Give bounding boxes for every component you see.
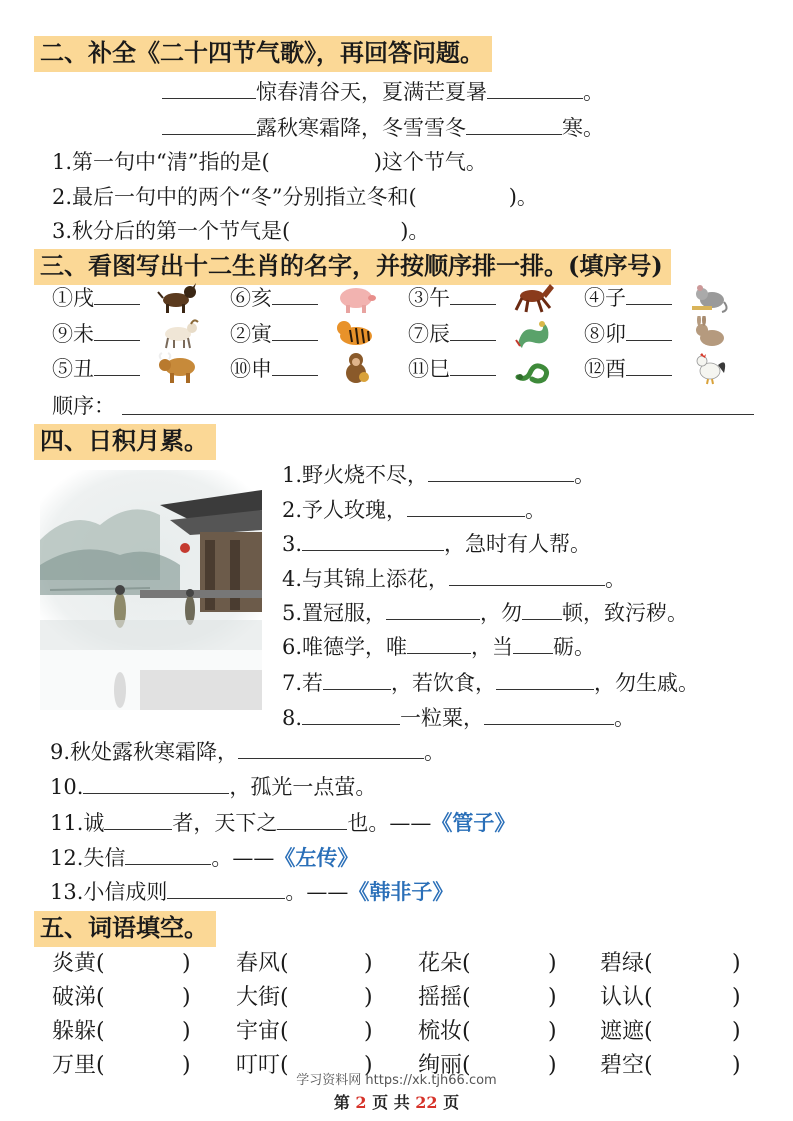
memorize-11: 11.诚 者，天下之 也。——《管子》 (50, 810, 516, 835)
dog-icon (156, 280, 200, 314)
zodiac-item-horse (408, 284, 496, 312)
word-fill-item: 绚丽( (418, 1053, 471, 1078)
word-answer-space[interactable] (108, 1017, 180, 1045)
zodiac-answer-blank[interactable] (94, 286, 140, 305)
zodiac-answer-blank[interactable] (450, 357, 496, 376)
zodiac-answer-blank[interactable] (450, 322, 496, 341)
word-fill-item: 躲躲( (52, 1019, 105, 1044)
blank[interactable] (104, 811, 172, 830)
blank[interactable] (487, 80, 583, 99)
source-zuozhuan: 《左传》 (274, 845, 359, 870)
blank[interactable] (83, 775, 229, 794)
poem-line-1: 惊春清谷天，夏满芒夏暑 。 (162, 78, 604, 106)
zodiac-answer-blank[interactable] (94, 322, 140, 341)
rabbit-icon (688, 316, 732, 350)
horse-icon (512, 280, 556, 314)
ink-painting-image (40, 470, 262, 650)
close-paren: ) (548, 951, 557, 976)
section2-heading: 二、补全《二十四节气歌》，再回答问题。 (34, 36, 492, 72)
close-paren: ) (364, 1019, 373, 1044)
word-answer-space[interactable] (108, 983, 180, 1011)
zodiac-item-tiger (230, 320, 318, 348)
word-fill-item: 遮遮( (600, 1019, 653, 1044)
blank[interactable] (162, 80, 256, 99)
zodiac-answer-blank[interactable] (272, 286, 318, 305)
zodiac-item-rat (584, 284, 672, 312)
blank[interactable] (162, 116, 256, 135)
blank[interactable] (496, 671, 594, 690)
question-1: 1.第一句中“清”指的是( )这个节气。 (52, 150, 487, 174)
memorize-8: 8. 一粒粟， 。 (282, 706, 636, 730)
rat-icon (688, 280, 732, 314)
memorize-2: 2.予人玫瑰， 。 (282, 498, 547, 522)
zodiac-item-goat (52, 320, 140, 348)
close-paren: ) (732, 1019, 741, 1044)
word-answer-space[interactable] (474, 949, 546, 977)
zodiac-label: ⑥亥 (230, 286, 272, 310)
word-answer-space[interactable] (292, 1017, 362, 1045)
close-paren: ) (548, 1019, 557, 1044)
monkey-icon (334, 351, 378, 385)
blank[interactable] (407, 635, 471, 654)
word-fill-item: 梳妆( (418, 1019, 471, 1044)
zodiac-label: ②寅 (230, 322, 272, 346)
word-fill-item: 碧绿( (600, 951, 653, 976)
rooster-icon (688, 351, 732, 385)
blank[interactable] (125, 846, 211, 865)
close-paren: ) (182, 1019, 191, 1044)
memorize-10: 10. ，孤光一点萤。 (50, 775, 377, 799)
zodiac-label: ⑦辰 (408, 322, 450, 346)
memorize-1: 1.野火烧不尽， 。 (282, 463, 596, 487)
close-paren: ) (548, 1053, 557, 1078)
blank[interactable] (302, 706, 400, 725)
source-hanfeizi: 《韩非子》 (348, 879, 454, 904)
memorize-7: 7.若 ，若饮食， ，勿生戚。 (282, 671, 700, 695)
word-fill-item: 大街( (236, 985, 289, 1010)
word-fill-item: 花朵( (418, 951, 471, 976)
word-answer-space[interactable] (656, 1017, 730, 1045)
zodiac-answer-blank[interactable] (626, 286, 672, 305)
word-fill-item: 叮叮( (236, 1053, 289, 1078)
zodiac-label: ①戌 (52, 286, 94, 310)
question-3: 3.秋分后的第一个节气是( )。 (52, 219, 430, 243)
blank[interactable] (238, 740, 424, 759)
close-paren: ) (182, 1053, 191, 1078)
dragon-icon (512, 316, 556, 350)
section5-heading: 五、词语填空。 (34, 911, 216, 947)
close-paren: ) (364, 1053, 373, 1078)
zodiac-item-snake (408, 355, 496, 383)
zodiac-item-dog (52, 284, 140, 312)
page-number: 第 2 页 共 22 页 (333, 1093, 460, 1112)
close-paren: ) (364, 985, 373, 1010)
zodiac-label: ⑨未 (52, 322, 94, 346)
memorize-13: 13.小信成则 。——《韩非子》 (50, 879, 454, 904)
blank[interactable] (302, 532, 444, 551)
blank[interactable] (449, 567, 605, 586)
zodiac-answer-blank[interactable] (626, 322, 672, 341)
zodiac-label: ⑧卯 (584, 322, 626, 346)
zodiac-answer-blank[interactable] (94, 357, 140, 376)
question-2: 2.最后一句中的两个“冬”分别指立冬和( )。 (52, 185, 538, 209)
word-fill-item: 摇摇( (418, 985, 471, 1010)
blank[interactable] (466, 116, 562, 135)
section3-heading: 三、看图写出十二生肖的名字，并按顺序排一排。(填序号) (34, 249, 671, 285)
order-answer-line[interactable] (122, 414, 754, 415)
snake-icon (512, 351, 556, 385)
word-fill-item: 炎黄( (52, 951, 105, 976)
zodiac-answer-blank[interactable] (272, 357, 318, 376)
blank[interactable] (407, 498, 525, 517)
site-watermark: 学习资料网 https://xk.tjh66.com (296, 1073, 497, 1088)
source-guanzi: 《管子》 (431, 810, 516, 835)
memorize-9: 9.秋处露秋寒霜降， 。 (50, 740, 446, 764)
zodiac-item-rooster (584, 355, 672, 383)
goat-icon (156, 316, 200, 350)
close-paren: ) (182, 951, 191, 976)
zodiac-answer-blank[interactable] (450, 286, 496, 305)
blank[interactable] (277, 811, 347, 830)
blank[interactable] (428, 463, 574, 482)
word-fill-item: 认认( (600, 985, 653, 1010)
zodiac-item-rabbit (584, 320, 672, 348)
memorize-6: 6.唯德学，唯 ，当 砺。 (282, 635, 596, 659)
section4-heading: 四、日积月累。 (34, 424, 216, 460)
word-fill-item: 破涕( (52, 985, 105, 1010)
memorize-5: 5.置冠服， ，勿 顿，致污秽。 (282, 601, 689, 625)
word-fill-item: 宇宙( (236, 1019, 289, 1044)
blank[interactable] (484, 706, 614, 725)
word-answer-space[interactable] (656, 949, 730, 977)
memorize-12: 12.失信 。——《左传》 (50, 845, 359, 870)
zodiac-item-pig (230, 284, 318, 312)
zodiac-label: ⑫酉 (584, 357, 626, 381)
word-fill-item: 万里( (52, 1053, 105, 1078)
zodiac-label: ③午 (408, 286, 450, 310)
word-answer-space[interactable] (292, 983, 362, 1011)
zodiac-label: ⑪巳 (408, 357, 450, 381)
close-paren: ) (182, 985, 191, 1010)
close-paren: ) (548, 985, 557, 1010)
memorize-3: 3. ，急时有人帮。 (282, 532, 592, 556)
close-paren: ) (732, 951, 741, 976)
blank[interactable] (167, 880, 285, 899)
order-row: 顺序： (52, 394, 115, 418)
word-answer-space[interactable] (108, 949, 180, 977)
zodiac-label: ⑤丑 (52, 357, 94, 381)
zodiac-label: ⑩申 (230, 357, 272, 381)
word-fill-item: 春风( (236, 951, 289, 976)
zodiac-item-dragon (408, 320, 496, 348)
blank[interactable] (386, 601, 480, 620)
ox-icon (156, 351, 200, 385)
close-paren: ) (732, 985, 741, 1010)
word-answer-space[interactable] (474, 983, 546, 1011)
close-paren: ) (732, 1053, 741, 1078)
memorize-4: 4.与其锦上添花， 。 (282, 567, 627, 591)
word-answer-space[interactable] (292, 949, 362, 977)
blank[interactable] (522, 601, 562, 620)
pig-icon (334, 280, 378, 314)
zodiac-answer-blank[interactable] (626, 357, 672, 376)
zodiac-item-monkey (230, 355, 318, 383)
tiger-icon (334, 316, 378, 350)
word-answer-space[interactable] (656, 983, 730, 1011)
blank[interactable] (323, 671, 391, 690)
blank[interactable] (513, 635, 553, 654)
zodiac-item-ox (52, 355, 140, 383)
word-answer-space[interactable] (474, 1017, 546, 1045)
close-paren: ) (364, 951, 373, 976)
poem-line-2: 露秋寒霜降，冬雪雪冬 寒。 (162, 114, 604, 142)
word-fill-item: 碧空( (600, 1053, 653, 1078)
zodiac-label: ④子 (584, 286, 626, 310)
painting-reflection-image (40, 650, 262, 710)
zodiac-answer-blank[interactable] (272, 322, 318, 341)
